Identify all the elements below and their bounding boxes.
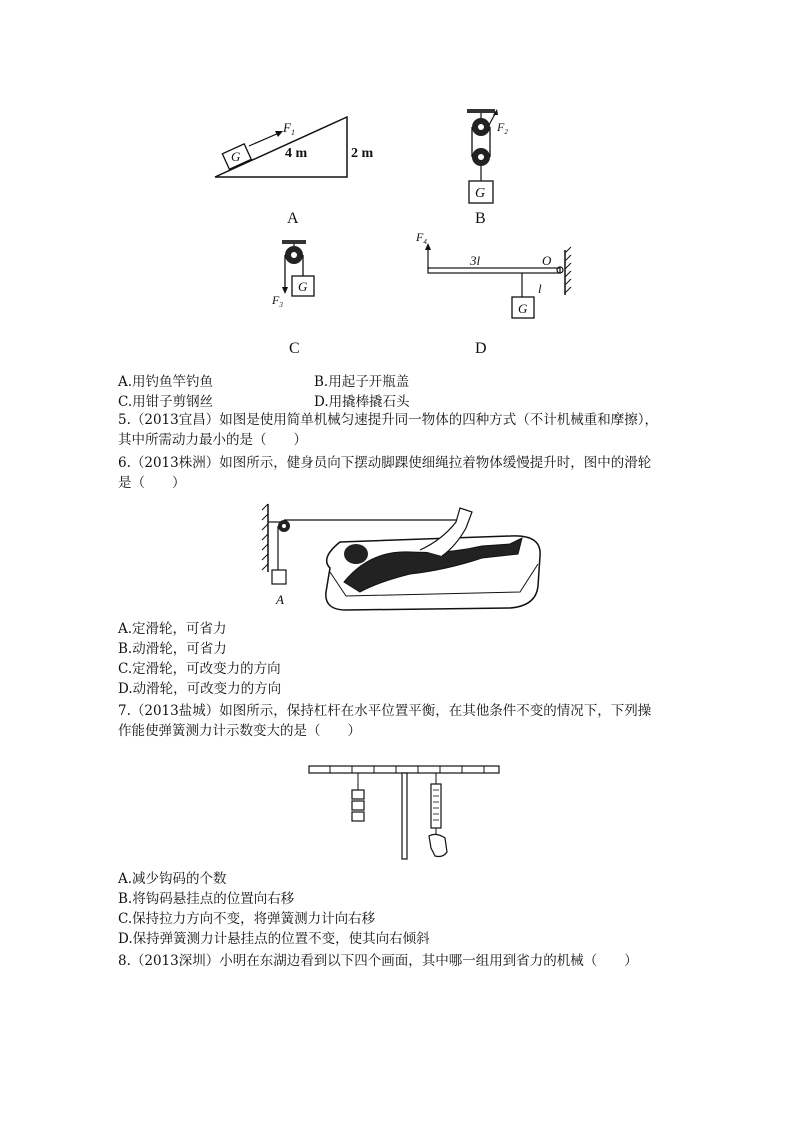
force-label-f1: F <box>283 120 291 135</box>
force-label-f4: F <box>416 230 424 244</box>
q6-option-b[interactable]: B.动滑轮，可省力 <box>118 641 227 657</box>
caption-b: B <box>475 210 486 227</box>
caption-a: A <box>287 210 299 227</box>
q7-option-c[interactable]: C.保持拉力方向不变，将弹簧测力计向右移 <box>118 911 376 927</box>
figure-lever <box>410 225 580 325</box>
svg-text:F1: $F_1$ <box>283 120 295 137</box>
q7-stem-line-1: 7.（2013盐城）如图所示，保持杠杆在水平位置平衡，在其他条件不变的情况下，下列操 <box>118 703 652 719</box>
force-label-f2: F <box>497 120 505 134</box>
figure-fixed-pulley <box>270 238 330 308</box>
caption-d: D <box>475 340 487 357</box>
q7-option-d[interactable]: D.保持弹簧测力计悬挂点的位置不变，使其向右倾斜 <box>118 931 430 947</box>
figure-pulley-block <box>455 105 525 210</box>
force-label-f3: F <box>272 293 280 307</box>
lever-long-arm: 3l <box>470 253 481 268</box>
q5-stem-line-1: 5.（2013宜昌）如图是使用简单机械匀速提升同一物体的四种方式（不计机械重和摩擦）， <box>118 412 658 428</box>
q6-option-a[interactable]: A.定滑轮，可省力 <box>118 621 227 637</box>
q4-option-c[interactable]: C.用钳子剪钢丝 <box>118 394 214 410</box>
q6-option-d[interactable]: D.动滑轮，可改变力的方向 <box>118 681 282 697</box>
lever-short-arm: l <box>538 281 542 296</box>
q4-option-b[interactable]: B.用起子开瓶盖 <box>314 374 410 390</box>
q6-option-c[interactable]: C.定滑轮，可改变力的方向 <box>118 661 281 677</box>
caption-c: C <box>289 340 300 357</box>
q4-option-d[interactable]: D.用撬棒撬石头 <box>314 394 410 410</box>
fixed-pulley-weight: G <box>298 279 308 294</box>
q7-stem-line-2: 作能使弹簧测力计示数变大的是（ ） <box>118 723 361 739</box>
pulley-block-weight: G <box>475 186 486 201</box>
svg-text:F3: $F_3$ <box>272 293 283 308</box>
incline-slope-length: 4 m <box>285 146 308 161</box>
incline-height: 2 m <box>351 146 374 161</box>
q7-option-a[interactable]: A.减少钩码的个数 <box>118 871 227 887</box>
q6-stem-line-1: 6.（2013株洲）如图所示，健身员向下摆动脚踝使细绳拉着物体缓慢提升时，图中的滑轮 <box>118 455 652 471</box>
fitness-pulley-label: A <box>276 592 284 607</box>
svg-text:F2: $F_2$ <box>497 120 508 136</box>
figure-fitness-pulley <box>260 500 550 618</box>
figure-lever-spring-scale <box>305 762 505 862</box>
q8-stem-line-1: 8.（2013深圳）小明在东湖边看到以下四个画面，其中哪一组用到省力的机械（ ） <box>118 953 638 969</box>
svg-text:F4: $F_4$ <box>416 230 427 246</box>
q7-option-b[interactable]: B.将钩码悬挂点的位置向右移 <box>118 891 295 907</box>
lever-pivot: O <box>542 253 552 268</box>
q5-stem-line-2: 其中所需动力最小的是（ ） <box>118 432 307 448</box>
lever-weight: G <box>518 301 528 316</box>
q6-stem-line-2: 是（ ） <box>118 475 186 491</box>
q4-option-a[interactable]: A.用钓鱼竿钓鱼 <box>118 374 214 390</box>
incline-block-label: G <box>231 149 241 164</box>
figure-incline <box>205 105 395 185</box>
